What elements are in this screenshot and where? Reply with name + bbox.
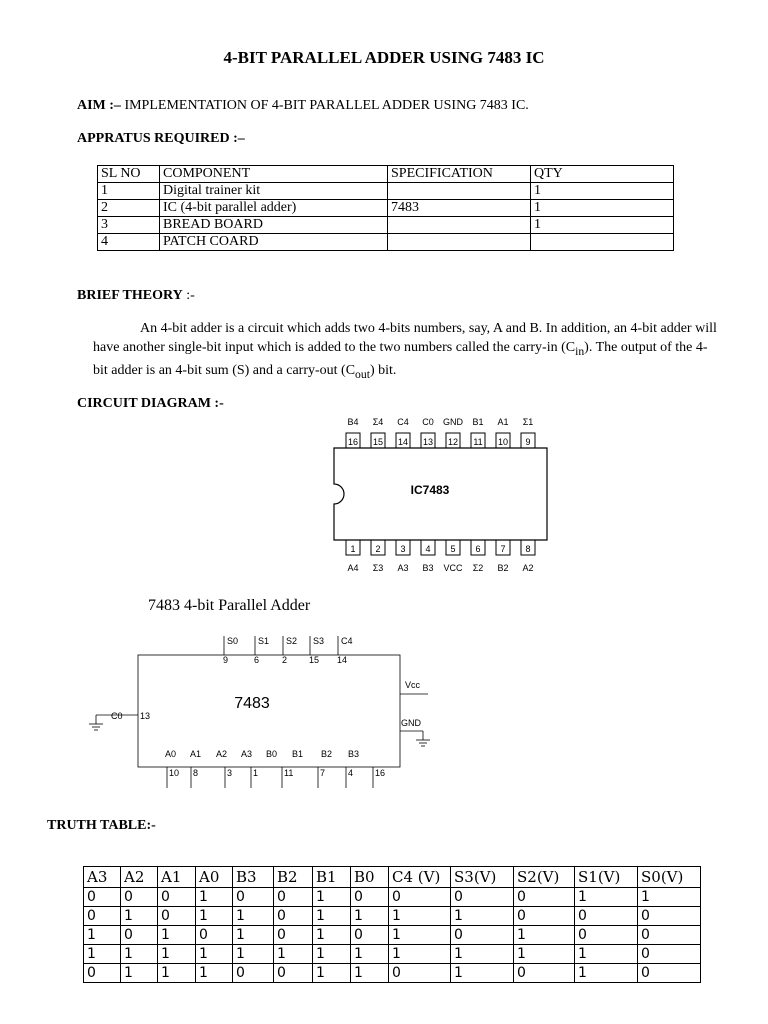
ic-pin-label: A4 [347,563,359,573]
truth-cell: 1 [638,888,701,907]
input-pin: 3 [227,768,233,778]
truth-cell: 0 [514,888,575,907]
truth-header-cell: B2 [274,867,313,888]
truth-cell: 1 [158,964,196,983]
input-pin: 1 [253,768,259,778]
adder-inputs [165,749,385,788]
truth-header-cell: S2(V) [514,867,575,888]
truth-cell: 0 [351,888,389,907]
carry-in-pin: 13 [140,711,151,721]
brief-theory-heading [77,288,195,304]
truth-cell: 1 [84,926,121,945]
table-cell: 3 [98,217,160,234]
truth-header-cell: S0(V) [638,867,701,888]
truth-cell: 1 [121,907,158,926]
table-cell: 1 [98,183,160,200]
truth-cell: 0 [233,964,274,983]
truth-cell: 1 [84,945,121,964]
truth-cell: 1 [514,945,575,964]
table-cell: 7483 [388,200,531,217]
table-cell: 1 [531,200,674,217]
truth-header-cell: B3 [233,867,274,888]
ic-pin-label: A3 [397,563,409,573]
gnd-label: GND [401,718,421,728]
input-label: B3 [348,749,360,759]
brief-theory-suffix: :- [182,288,195,303]
truth-cell: 0 [514,907,575,926]
ic-pin-label: GND [443,417,463,427]
table-cell: IC (4-bit parallel adder) [160,200,388,217]
carry-out-subscript: out [355,367,370,381]
adder-chip-label: 7483 [234,695,270,712]
truth-cell: 0 [575,926,638,945]
ic-pin-number: 8 [525,544,531,554]
input-pin: 4 [348,768,354,778]
truth-cell: 1 [575,945,638,964]
vcc-label: Vcc [405,680,421,690]
output-pin: 6 [254,655,260,665]
ic-pin-number: 14 [397,437,409,447]
output-pin: 15 [309,655,320,665]
truth-cell: 1 [121,964,158,983]
output-pin: 2 [282,655,288,665]
truth-cell: 1 [313,964,351,983]
ic-pin-number: 5 [450,544,456,554]
truth-header-cell: S1(V) [575,867,638,888]
ic-pin-number: 9 [525,437,531,447]
truth-table-heading: TRUTH TABLE:- [47,818,156,833]
truth-row [84,964,701,983]
brief-theory-label: BRIEF THEORY [77,288,183,303]
truth-cell: 1 [575,888,638,907]
adder-diagram-title: 7483 4-bit Parallel Adder [148,597,311,614]
truth-row [84,907,701,926]
truth-row [84,926,701,945]
input-pin: 8 [193,768,199,778]
truth-table [83,866,701,983]
output-pin: 9 [223,655,229,665]
header-cell: QTY [531,166,674,183]
ic-pin-number: 2 [375,544,381,554]
truth-cell: 0 [451,926,514,945]
truth-cell: 0 [351,926,389,945]
ic-pin-number: 13 [422,437,434,447]
input-pin: 16 [375,768,386,778]
input-label: A3 [241,749,253,759]
truth-cell: 0 [638,907,701,926]
ic-pin-number: 15 [372,437,384,447]
table-cell: Digital trainer kit [160,183,388,200]
ic-pin-label: B3 [422,563,434,573]
ic-pin-label: C4 [397,417,409,427]
header-cell: SPECIFICATION [388,166,531,183]
truth-cell: 1 [451,964,514,983]
output-label: S3 [313,636,325,646]
truth-header-cell: B1 [313,867,351,888]
output-label: C4 [341,636,353,646]
ic-pin-label: Σ3 [372,563,384,573]
input-pin: 10 [169,768,180,778]
ic-pin-label: Σ1 [522,417,534,427]
ic-pin-label: A1 [497,417,509,427]
table-cell [531,234,674,251]
truth-cell: 0 [196,926,233,945]
truth-cell: 1 [313,907,351,926]
table-cell: 4 [98,234,160,251]
ic-pin-number: 12 [447,437,459,447]
ic-pin-number: 11 [473,437,483,447]
table-cell: 1 [531,217,674,234]
ic-pin-label: B4 [347,417,359,427]
theory-text-3: ) bit. [369,362,397,378]
ic-pin-number: 1 [350,544,356,554]
truth-header-cell: A0 [196,867,233,888]
truth-cell: 1 [196,945,233,964]
table-cell [388,217,531,234]
input-label: A0 [165,749,177,759]
table-cell: 2 [98,200,160,217]
truth-cell: 0 [158,888,196,907]
apparatus-heading: APPRATUS REQUIRED :– [77,131,245,146]
header-cell: COMPONENT [160,166,388,183]
truth-cell: 0 [638,964,701,983]
output-label: S2 [286,636,298,646]
truth-cell: 1 [575,964,638,983]
truth-cell: 0 [575,907,638,926]
truth-cell: 1 [158,926,196,945]
table-cell: BREAD BOARD [160,217,388,234]
output-pin: 14 [337,655,348,665]
input-label: B0 [266,749,278,759]
truth-cell: 0 [274,907,313,926]
truth-cell: 0 [638,926,701,945]
truth-cell: 0 [121,926,158,945]
truth-cell: 0 [121,888,158,907]
ic-pin-label: Σ4 [372,417,384,427]
ic-pin-label: C0 [422,417,434,427]
ic-pin-label: VCC [443,563,463,573]
truth-cell: 1 [313,945,351,964]
output-label: S0 [227,636,239,646]
truth-cell: 0 [84,964,121,983]
parallel-adder-diagram [85,630,455,790]
aim-line [77,98,529,114]
table-cell: 1 [531,183,674,200]
ic-pin-number: 3 [400,544,406,554]
theory-text-1: An 4-bit adder is a circuit which adds two 4-bits numbers, say, A and B. In addition, an 4-bit adder will have another single-bit input which is added to the two numbers called the carry-in (C [93,321,717,355]
truth-row [84,888,701,907]
aim-label: AIM :– [77,98,121,113]
input-pin: 11 [284,768,294,778]
truth-cell: 0 [158,907,196,926]
ic-pin-label: B2 [497,563,509,573]
truth-cell: 1 [514,926,575,945]
truth-header-cell: S3(V) [451,867,514,888]
truth-header-cell: A2 [121,867,158,888]
truth-row [84,945,701,964]
truth-cell: 0 [84,907,121,926]
input-pin: 7 [320,768,326,778]
ic-pin-label: B1 [472,417,484,427]
truth-cell: 0 [638,945,701,964]
apparatus-table [97,165,674,251]
carry-in-label: C0 [111,711,123,721]
input-label: A1 [190,749,202,759]
truth-cell: 0 [274,926,313,945]
truth-cell: 1 [196,907,233,926]
table-header-row [98,166,674,183]
truth-cell: 0 [84,888,121,907]
table-cell [388,234,531,251]
table-cell: PATCH COARD [160,234,388,251]
ic-pin-label: Σ2 [472,563,484,573]
truth-header-cell: B0 [351,867,389,888]
truth-cell: 0 [233,888,274,907]
truth-cell: 1 [351,964,389,983]
truth-cell: 1 [313,888,351,907]
truth-cell: 1 [158,945,196,964]
table-row [98,234,674,251]
input-label: A2 [216,749,228,759]
ic-pin-label: A2 [522,563,534,573]
ic-pin-number: 6 [475,544,481,554]
theory-text-2: ). The output of the 4-bit adder is an 4-bit sum (S) and a carry-out (C [93,340,708,378]
truth-cell: 1 [196,888,233,907]
theory-paragraph [93,319,718,384]
truth-header-row [84,867,701,888]
truth-cell: 1 [389,926,451,945]
truth-cell: 1 [389,945,451,964]
output-label: S1 [258,636,270,646]
circuit-diagram-heading: CIRCUIT DIAGRAM :- [77,396,224,411]
ic-chip-label: IC7483 [410,483,450,497]
carry-in-subscript: in [575,344,585,358]
truth-cell: 1 [451,945,514,964]
truth-cell: 1 [313,926,351,945]
truth-header-cell: C4 (V) [389,867,451,888]
truth-cell: 0 [389,888,451,907]
truth-cell: 0 [451,888,514,907]
truth-cell: 1 [351,945,389,964]
ic7483-pinout-diagram [325,410,565,580]
truth-header-cell: A1 [158,867,196,888]
header-cell: SL NO [98,166,160,183]
truth-header-cell: A3 [84,867,121,888]
page-title: 4-BIT PARALLEL ADDER USING 7483 IC [223,48,545,67]
input-label: B1 [292,749,304,759]
truth-cell: 1 [274,945,313,964]
top-pins [346,417,535,448]
truth-cell: 1 [121,945,158,964]
truth-cell: 1 [451,907,514,926]
truth-cell: 0 [274,888,313,907]
table-row [98,183,674,200]
truth-cell: 1 [389,907,451,926]
bottom-pins [346,540,535,573]
table-row [98,217,674,234]
truth-cell: 0 [274,964,313,983]
ic-pin-number: 16 [347,437,359,447]
truth-cell: 0 [514,964,575,983]
ic-pin-number: 4 [425,544,431,554]
aim-text: IMPLEMENTATION OF 4-BIT PARALLEL ADDER USING 7483 IC. [120,98,529,113]
truth-cell: 1 [233,945,274,964]
adder-outputs [223,636,353,665]
table-row [98,200,674,217]
ic-pin-number: 10 [497,437,509,447]
input-label: B2 [321,749,333,759]
truth-cell: 1 [233,926,274,945]
ic-pin-number: 7 [500,544,506,554]
truth-cell: 1 [233,907,274,926]
truth-cell: 0 [389,964,451,983]
table-cell [388,183,531,200]
truth-cell: 1 [196,964,233,983]
truth-cell: 1 [351,907,389,926]
